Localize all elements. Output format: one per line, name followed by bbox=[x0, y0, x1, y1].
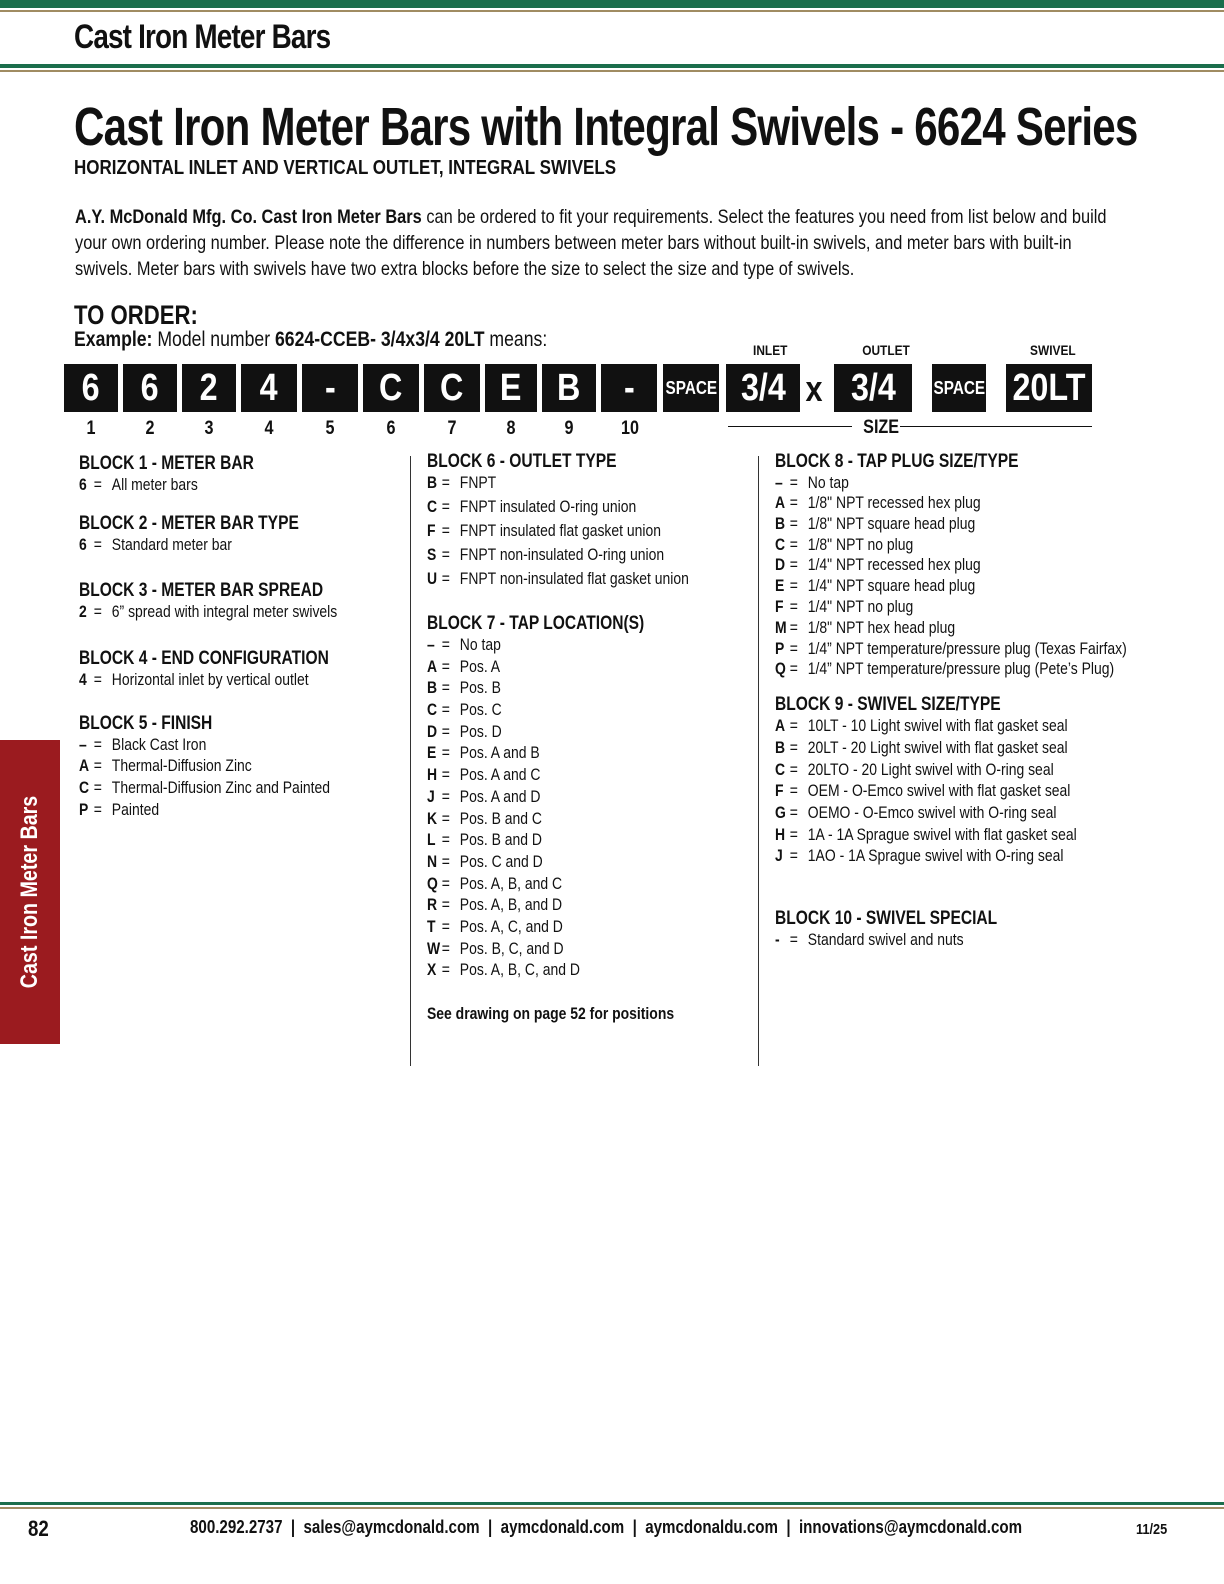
example-pre: Model number bbox=[152, 328, 275, 351]
top-band-gold bbox=[0, 10, 1224, 12]
block-7-option: L = Pos. B and D bbox=[427, 830, 542, 850]
block-8-option: B = 1/8" NPT square head plug bbox=[775, 513, 976, 533]
block-7-option: R = Pos. A, B, and D bbox=[427, 895, 563, 915]
order-box-space-2: SPACE bbox=[932, 364, 986, 412]
block-6-option: U = FNPT non-insulated flat gasket union bbox=[427, 569, 689, 588]
order-box-3: 2 bbox=[182, 364, 236, 412]
block-5-option: P = Painted bbox=[79, 799, 160, 819]
block-2-title: BLOCK 2 - METER BAR TYPE bbox=[79, 512, 299, 534]
intro-brand: A.Y. McDonald Mfg. Co. Cast Iron Meter Bars bbox=[75, 206, 422, 228]
size-label: SIZE bbox=[863, 417, 900, 438]
block-number-5: 5 bbox=[325, 418, 335, 439]
block-number-1: 1 bbox=[86, 418, 96, 439]
column-3 bbox=[775, 451, 1204, 952]
block-10-title: BLOCK 10 - SWIVEL SPECIAL bbox=[775, 907, 998, 929]
page-number: 82 bbox=[28, 1516, 49, 1541]
footer-contacts: 800.292.2737 | sales@aymcdonald.com | aymcdonald.com | aymcdonaldu.com | innovations@aymcdonald.com bbox=[190, 1517, 1023, 1537]
block-5-option: C = Thermal-Diffusion Zinc and Painted bbox=[79, 778, 331, 798]
positions-note: See drawing on page 52 for positions bbox=[427, 1004, 675, 1023]
example-line bbox=[74, 328, 547, 352]
header-band-gold bbox=[0, 70, 1224, 72]
block-4-title: BLOCK 4 - END CONFIGURATION bbox=[79, 648, 329, 670]
block-8-option: A = 1/8" NPT recessed hex plug bbox=[775, 493, 981, 512]
block-8-option: E = 1/4" NPT square head plug bbox=[775, 576, 976, 596]
top-band-green bbox=[0, 0, 1224, 8]
block-number-2: 2 bbox=[145, 418, 155, 439]
inlet-label: INLET bbox=[753, 342, 788, 358]
block-7-option: X = Pos. A, B, C, and D bbox=[427, 960, 580, 980]
block-1 bbox=[79, 453, 394, 497]
block-2-option: 6 = Standard meter bar bbox=[79, 534, 232, 554]
block-9-option: B = 20LT - 20 Light swivel with flat gasket seal bbox=[775, 737, 1068, 757]
block-number-4: 4 bbox=[264, 418, 274, 439]
order-box-4: 4 bbox=[241, 364, 297, 412]
block-8-option: D = 1/4" NPT recessed hex plug bbox=[775, 555, 981, 575]
block-9-option: G = OEMO - O-Emco swivel with O-ring seal bbox=[775, 802, 1057, 822]
order-box-inlet: 3/4 bbox=[726, 364, 800, 412]
order-box-10: - bbox=[601, 364, 657, 412]
header-title: Cast Iron Meter Bars bbox=[74, 18, 331, 56]
block-3-title: BLOCK 3 - METER BAR SPREAD bbox=[79, 580, 324, 602]
example-post: means: bbox=[484, 328, 548, 351]
block-9-option: C = 20LTO - 20 Light swivel with O-ring seal bbox=[775, 759, 1054, 779]
block-9-title: BLOCK 9 - SWIVEL SIZE/TYPE bbox=[775, 694, 1001, 716]
block-number-7: 7 bbox=[447, 418, 457, 439]
block-6 bbox=[427, 451, 746, 593]
block-10-option: - = Standard swivel and nuts bbox=[775, 929, 964, 949]
block-9-option: A = 10LT - 10 Light swivel with flat gasket seal bbox=[775, 716, 1068, 736]
block-8-title: BLOCK 8 - TAP PLUG SIZE/TYPE bbox=[775, 451, 1019, 472]
side-tab-label: Cast Iron Meter Bars bbox=[16, 795, 43, 989]
block-7 bbox=[427, 613, 746, 1024]
block-7-option: H = Pos. A and C bbox=[427, 765, 541, 785]
order-box-2: 6 bbox=[123, 364, 177, 412]
block-7-option: B = Pos. B bbox=[427, 678, 501, 698]
order-box-6: C bbox=[363, 364, 419, 412]
block-4 bbox=[79, 648, 394, 692]
block-4-option: 4 = Horizontal inlet by vertical outlet bbox=[79, 670, 309, 690]
block-5-option: – = Black Cast Iron bbox=[79, 734, 207, 754]
block-7-option: J = Pos. A and D bbox=[427, 786, 541, 806]
block-7-option: T = Pos. A, C, and D bbox=[427, 916, 563, 936]
column-1 bbox=[79, 453, 394, 822]
to-order-heading: TO ORDER: bbox=[74, 300, 198, 330]
header-band-green bbox=[0, 64, 1224, 68]
block-6-option: F = FNPT insulated flat gasket union bbox=[427, 521, 662, 540]
block-5 bbox=[79, 713, 394, 822]
block-7-option: K = Pos. B and C bbox=[427, 808, 542, 828]
block-6-option: B = FNPT bbox=[427, 473, 497, 492]
block-number-3: 3 bbox=[204, 418, 214, 439]
block-10 bbox=[775, 908, 1204, 952]
footer-band-gold bbox=[0, 1507, 1224, 1509]
column-divider-2 bbox=[758, 456, 759, 1066]
intro-paragraph bbox=[75, 204, 1117, 282]
block-8-option: M = 1/8" NPT hex head plug bbox=[775, 617, 956, 637]
block-3-option: 2 = 6” spread with integral meter swivels bbox=[79, 602, 338, 622]
block-9-option: F = OEM - O-Emco swivel with flat gasket seal bbox=[775, 781, 1071, 801]
block-3 bbox=[79, 580, 394, 624]
block-7-option: Q = Pos. A, B, and C bbox=[427, 873, 563, 893]
block-7-option: A = Pos. A bbox=[427, 656, 501, 676]
block-5-option: A = Thermal-Diffusion Zinc bbox=[79, 756, 252, 776]
block-7-option: – = No tap bbox=[427, 635, 501, 654]
block-number-8: 8 bbox=[506, 418, 516, 439]
order-box-5: - bbox=[302, 364, 358, 412]
order-box-outlet: 3/4 bbox=[834, 364, 912, 412]
block-1-title: BLOCK 1 - METER BAR bbox=[79, 453, 254, 474]
outlet-label: OUTLET bbox=[862, 342, 910, 358]
page-subtitle: HORIZONTAL INLET AND VERTICAL OUTLET, INTEGRAL SWIVELS bbox=[74, 157, 617, 179]
block-6-option: S = FNPT non-insulated O-ring union bbox=[427, 545, 665, 564]
block-number-6: 6 bbox=[386, 418, 396, 439]
size-rule-right bbox=[900, 426, 1092, 427]
block-7-option: W = Pos. B, C, and D bbox=[427, 938, 564, 958]
block-8-option: – = No tap bbox=[775, 473, 849, 492]
order-box-9: B bbox=[542, 364, 596, 412]
side-tab bbox=[0, 740, 60, 1044]
block-7-option: D = Pos. D bbox=[427, 721, 502, 741]
block-8-option: C = 1/8" NPT no plug bbox=[775, 534, 914, 554]
block-number-9: 9 bbox=[564, 418, 574, 439]
times-symbol: x bbox=[805, 368, 823, 409]
column-2 bbox=[427, 451, 746, 1024]
block-number-10: 10 bbox=[621, 418, 639, 439]
block-7-title: BLOCK 7 - TAP LOCATION(S) bbox=[427, 613, 645, 634]
block-8 bbox=[775, 451, 1204, 680]
block-7-option: C = Pos. C bbox=[427, 700, 502, 720]
size-rule-left bbox=[728, 426, 852, 427]
order-box-7: C bbox=[424, 364, 480, 412]
order-box-8: E bbox=[485, 364, 537, 412]
block-7-option: N = Pos. C and D bbox=[427, 851, 543, 871]
block-6-title: BLOCK 6 - OUTLET TYPE bbox=[427, 451, 617, 472]
order-box-swivel: 20LT bbox=[1006, 364, 1092, 412]
order-box-1: 6 bbox=[64, 364, 118, 412]
intro-text: can be ordered to fit your requirements. Select the features you need from list below and build your own ordering number. Please note the difference in numbers between meter bars without built-in swivels, and meter bars with built-in swivels. Meter bars with swivels have two extra blocks before the size to select the size and type of swivels. bbox=[75, 206, 1107, 280]
block-9 bbox=[775, 694, 1204, 868]
block-6-option: C = FNPT insulated O-ring union bbox=[427, 497, 637, 516]
order-box-space-1: SPACE bbox=[663, 364, 719, 412]
footer-date: 11/25 bbox=[1136, 1521, 1168, 1538]
block-9-option: J = 1AO - 1A Sprague swivel with O-ring seal bbox=[775, 846, 1064, 866]
example-label: Example: bbox=[74, 328, 153, 351]
block-2 bbox=[79, 513, 394, 557]
block-8-option: Q = 1/4” NPT temperature/pressure plug (Pete’s Plug) bbox=[775, 659, 1115, 679]
block-5-title: BLOCK 5 - FINISH bbox=[79, 712, 213, 734]
column-divider-1 bbox=[410, 456, 411, 1066]
block-1-option: 6 = All meter bars bbox=[79, 475, 198, 494]
example-model: 6624-CCEB- 3/4x3/4 20LT bbox=[274, 328, 485, 351]
block-7-option: E = Pos. A and B bbox=[427, 743, 540, 763]
block-8-option: P = 1/4” NPT temperature/pressure plug (Texas Fairfax) bbox=[775, 638, 1127, 658]
swivel-label: SWIVEL bbox=[1030, 342, 1076, 358]
block-8-option: F = 1/4" NPT no plug bbox=[775, 596, 914, 616]
footer-band-green bbox=[0, 1502, 1224, 1505]
block-9-option: H = 1A - 1A Sprague swivel with flat gasket seal bbox=[775, 824, 1077, 844]
page-title: Cast Iron Meter Bars with Integral Swivels - 6624 Series bbox=[74, 97, 1138, 157]
